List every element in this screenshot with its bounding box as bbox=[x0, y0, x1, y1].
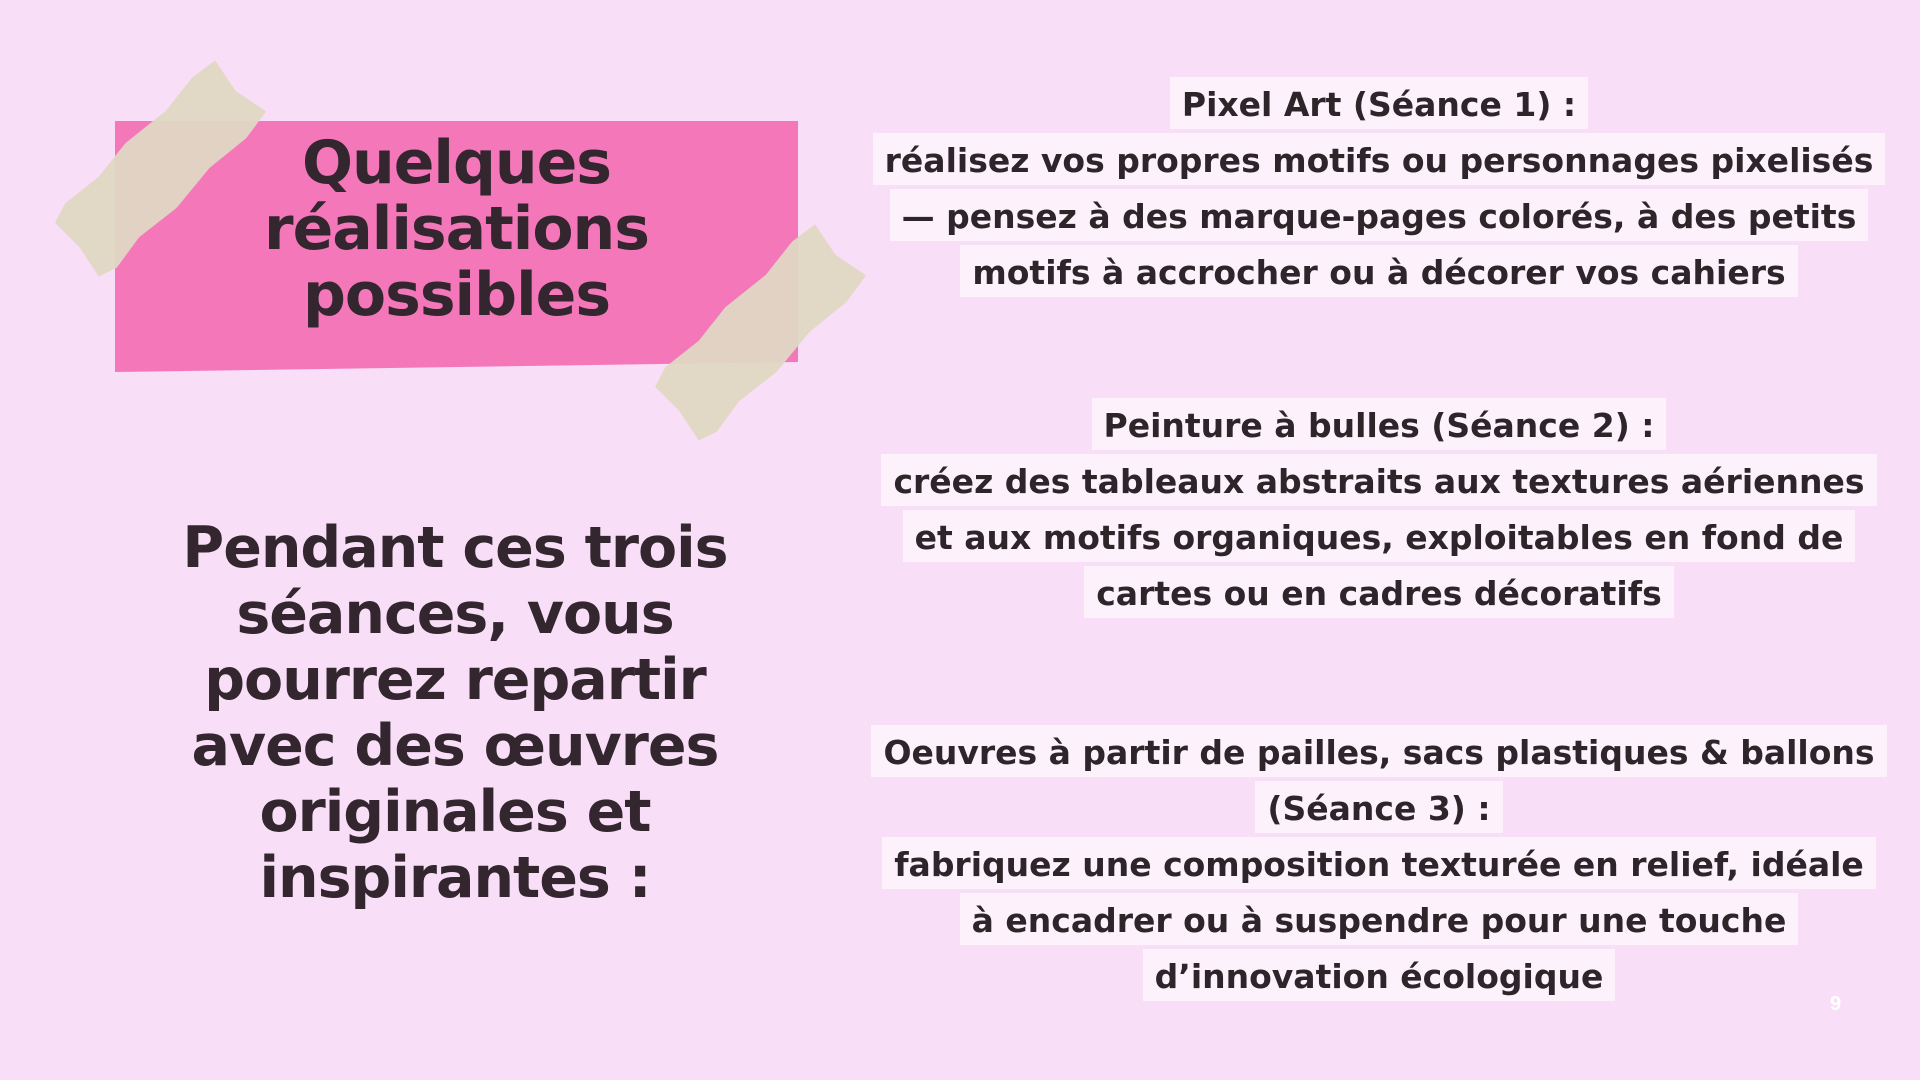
session-pixel-art bbox=[838, 73, 1920, 297]
session-heading: Peinture à bulles (Séance 2) : bbox=[1092, 398, 1667, 450]
session-heading: Pixel Art (Séance 1) : bbox=[1170, 77, 1588, 129]
session-description-line: fabriquez une composition texturée en relief, idéale bbox=[882, 837, 1876, 889]
page-number: 9 bbox=[1830, 993, 1842, 1015]
session-description-line: cartes ou en cadres décoratifs bbox=[1084, 566, 1674, 618]
session-heading: Oeuvres à partir de pailles, sacs plastiques & ballons bbox=[871, 725, 1886, 777]
title-line: possibles bbox=[302, 260, 611, 330]
slide-title bbox=[115, 130, 798, 328]
intro-line: pourrez repartir bbox=[204, 647, 706, 713]
title-line: Quelques bbox=[301, 128, 612, 198]
intro-line: originales et bbox=[259, 779, 651, 845]
session-description-line: — pensez à des marque-pages colorés, à des petits bbox=[890, 189, 1869, 241]
session-description-line: et aux motifs organiques, exploitables en fond de bbox=[903, 510, 1856, 562]
intro-line: séances, vous bbox=[236, 581, 674, 647]
session-recycled-art bbox=[838, 721, 1920, 1001]
session-bubble-painting bbox=[838, 394, 1920, 618]
session-description-line: créez des tableaux abstraits aux textures aériennes bbox=[881, 454, 1876, 506]
intro-line: inspirantes : bbox=[259, 845, 651, 911]
intro-text bbox=[140, 515, 770, 911]
title-line: réalisations bbox=[263, 194, 649, 264]
session-heading: (Séance 3) : bbox=[1255, 781, 1502, 833]
intro-line: Pendant ces trois bbox=[182, 515, 728, 581]
intro-line: avec des œuvres bbox=[191, 713, 719, 779]
session-description-line: réalisez vos propres motifs ou personnages pixelisés bbox=[873, 133, 1886, 185]
session-description-line: motifs à accrocher ou à décorer vos cahiers bbox=[960, 245, 1797, 297]
session-description-line: d’innovation écologique bbox=[1143, 949, 1616, 1001]
session-description-line: à encadrer ou à suspendre pour une touche bbox=[960, 893, 1799, 945]
